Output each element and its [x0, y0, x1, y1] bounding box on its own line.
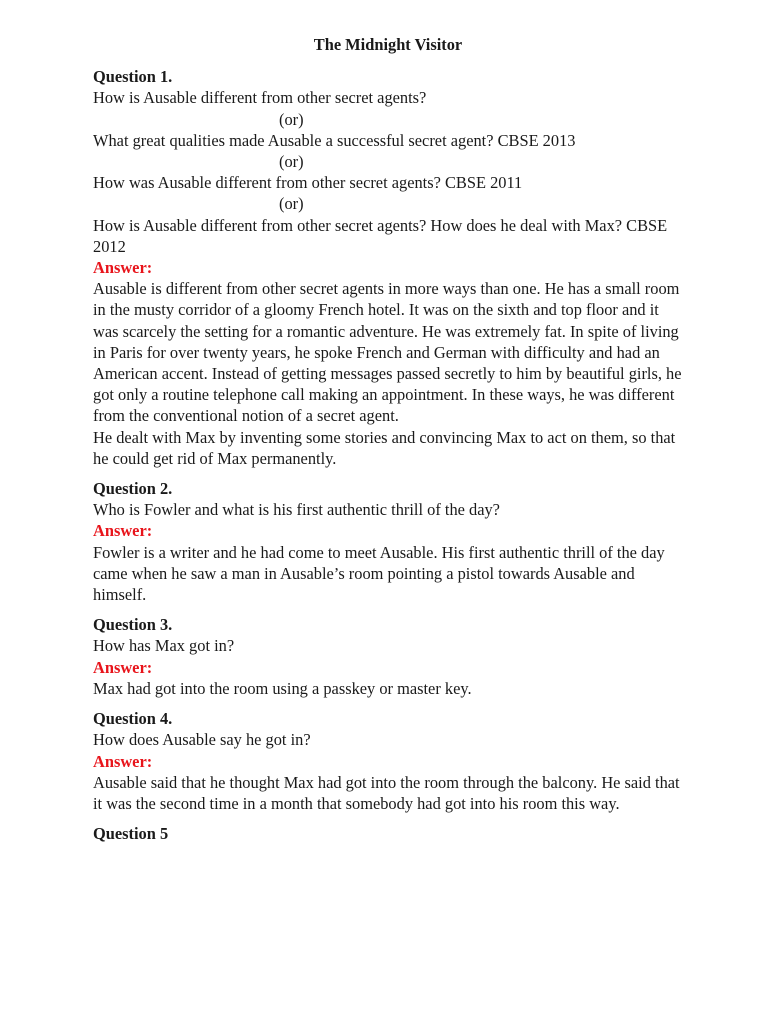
question-1-or: (or): [279, 109, 304, 129]
document-title: The Midnight Visitor: [313, 35, 463, 54]
question-block-5: [93, 823, 683, 844]
question-block-3: [93, 614, 683, 699]
answer-3-paragraph: Max had got into the room using a passkey or master key.: [93, 678, 472, 698]
question-1-alt-text: How was Ausable different from other secret agents? CBSE 2011: [93, 173, 523, 193]
answer-1-label: Answer:: [93, 258, 153, 278]
question-1-alt-text: What great qualities made Ausable a successful secret agent? CBSE 2013: [93, 130, 576, 150]
question-3-heading: Question 3.: [93, 615, 173, 635]
question-1-or: (or): [279, 194, 304, 214]
answer-1-paragraph: Ausable is different from other secret agents in more ways than one. He has a small room in the musty corridor of a gloomy French hotel. It was on the sixth and top floor and it was scarcely the setting for a romantic adventure. He was extremely fat. In spite of living in Paris for over twenty years, he spoke French and German with difficulty and had an American accent. Instead of getting messages passed secretly to him by beautiful girls, he got only a routine telephone call making an appointment. In these ways, he was different from the conventional notion of a secret agent.: [93, 279, 682, 426]
question-block-2: [93, 478, 683, 605]
question-1-text: How is Ausable different from other secret agents?: [93, 88, 427, 108]
question-2-text: Who is Fowler and what is his first authentic thrill of the day?: [93, 500, 500, 520]
answer-4-paragraph: Ausable said that he thought Max had got into the room through the balcony. He said that it was the second time in a month that somebody had got into his room this way.: [93, 772, 680, 813]
question-1-heading: Question 1.: [93, 67, 173, 87]
question-1-or: (or): [279, 152, 304, 172]
question-1-alt-text: How is Ausable different from other secret agents? How does he deal with Max? CBSE 2012: [93, 215, 668, 256]
answer-1-paragraph: He dealt with Max by inventing some stories and convincing Max to act on them, so that he could get rid of Max permanently.: [93, 427, 676, 468]
answer-4-label: Answer:: [93, 751, 153, 771]
answer-3-label: Answer:: [93, 657, 153, 677]
question-2-heading: Question 2.: [93, 479, 173, 499]
question-block-4: [93, 708, 683, 814]
answer-2-paragraph: Fowler is a writer and he had come to meet Ausable. His first authentic thrill of the day came when he saw a man in Ausable’s room pointing a pistol towards Ausable and himself.: [93, 542, 665, 605]
question-block-1: [93, 66, 683, 469]
answer-2-label: Answer:: [93, 521, 153, 541]
question-3-text: How has Max got in?: [93, 636, 235, 656]
document-page: [93, 34, 683, 853]
question-5-heading: Question 5: [93, 824, 169, 844]
question-4-heading: Question 4.: [93, 709, 173, 729]
question-4-text: How does Ausable say he got in?: [93, 730, 311, 750]
